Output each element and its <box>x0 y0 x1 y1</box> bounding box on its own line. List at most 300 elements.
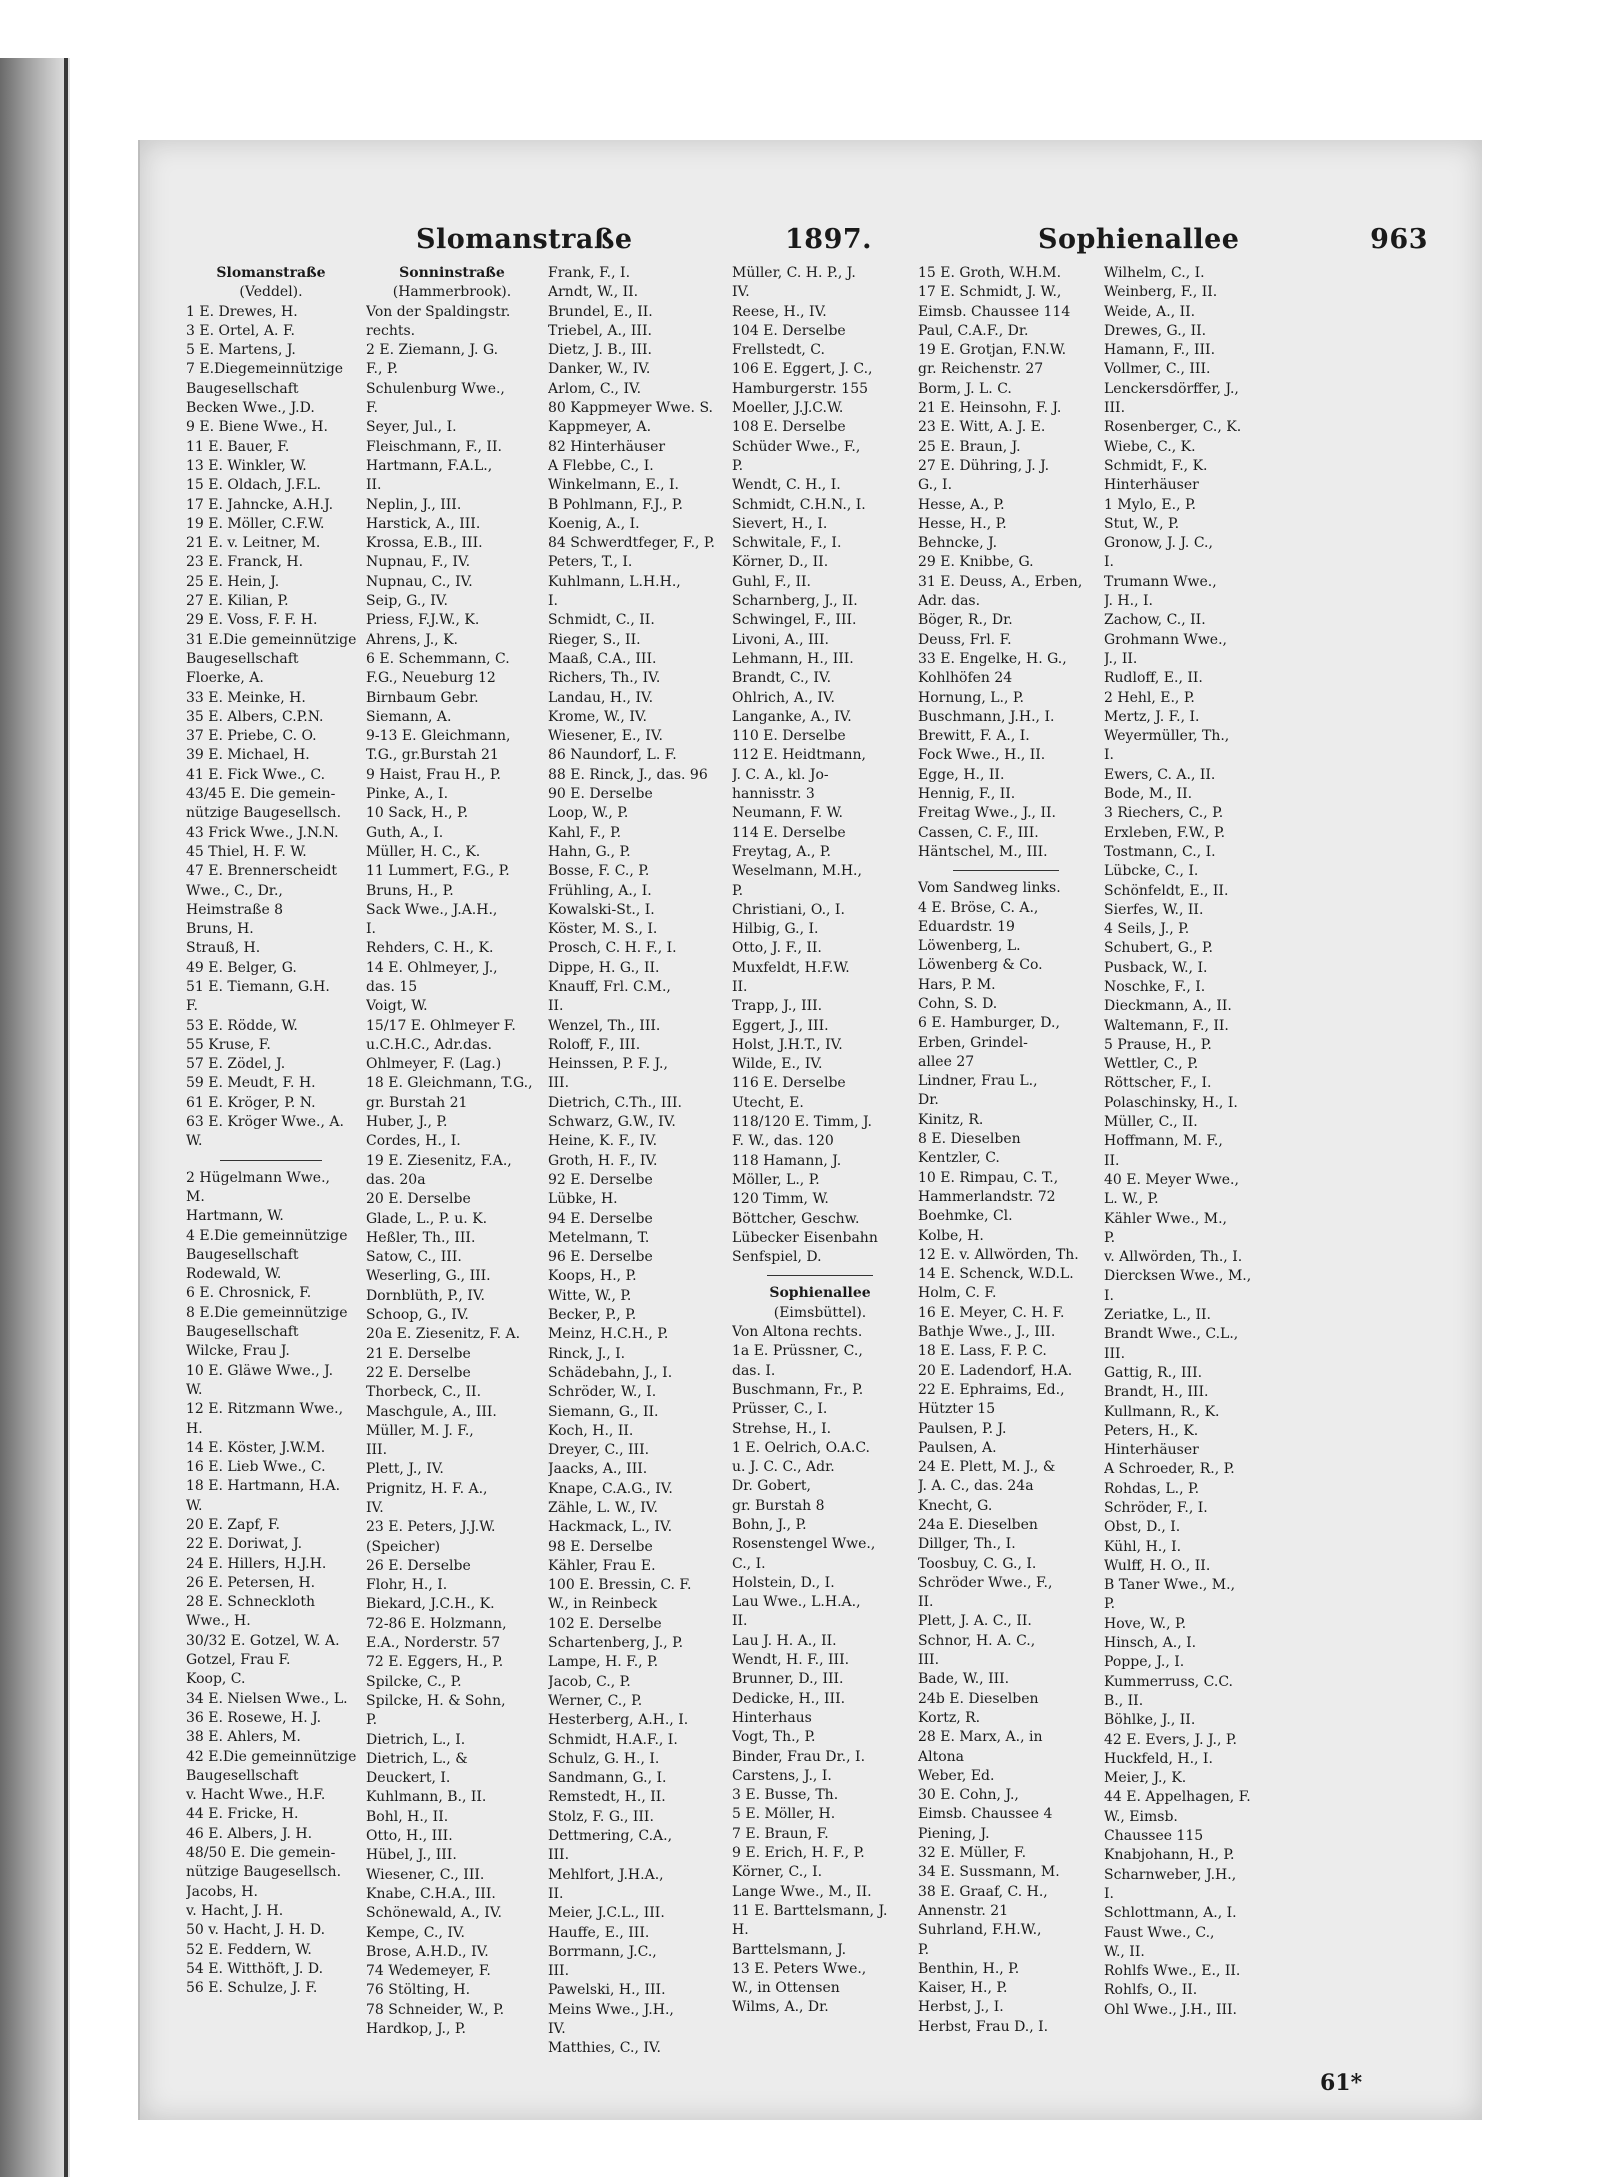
directory-entry: 27 E. Kilian, P. <box>186 593 289 610</box>
directory-entry: III. <box>548 1847 570 1864</box>
signature-mark: 61* <box>1320 2070 1363 2096</box>
directory-entry: Rinck, J., I. <box>548 1345 626 1362</box>
directory-entry: Remstedt, H., II. <box>548 1789 666 1806</box>
directory-entry: I. <box>1104 747 1114 764</box>
directory-entry: IV. <box>732 284 750 301</box>
directory-entry: I. <box>366 921 376 938</box>
directory-entry: Flohr, H., I. <box>366 1577 448 1594</box>
directory-entry: Kuhlmann, L.H.H., <box>548 573 681 590</box>
directory-entry: Brunner, D., III. <box>732 1671 844 1688</box>
directory-entry: 3 Riechers, C., P. <box>1104 805 1224 822</box>
directory-entry: P. <box>732 882 744 899</box>
directory-page <box>138 140 1482 2120</box>
directory-entry: Plett, J., IV. <box>366 1461 444 1478</box>
directory-entry: Kappmeyer, A. <box>548 419 652 436</box>
directory-entry: v. Allwörden, Th., I. <box>1104 1249 1243 1266</box>
directory-entry: Hars, P. M. <box>918 976 996 993</box>
directory-entry: B Pohlmann, F.J., P. <box>548 496 683 513</box>
directory-entry: v. Hacht, J. H. <box>186 1902 284 1919</box>
directory-entry: Wilcke, Frau J. <box>186 1343 290 1360</box>
directory-entry: J. C. A., kl. Jo- <box>732 766 829 783</box>
directory-entry: Hübel, J., III. <box>366 1847 457 1864</box>
directory-entry: Weserling, G., III. <box>366 1268 491 1285</box>
directory-entry: P. <box>732 457 744 474</box>
directory-entry: 78 Schneider, W., P. <box>366 2001 505 2018</box>
directory-entry: Sierfes, W., II. <box>1104 901 1204 918</box>
directory-entry: Vollmer, C., III. <box>1104 361 1211 378</box>
directory-entry: Erxleben, F.W., P. <box>1104 824 1226 841</box>
directory-entry: Hove, W., P. <box>1104 1615 1187 1632</box>
directory-entry: 120 Timm, W. <box>732 1191 829 1208</box>
directory-entry: Baugesellschaft <box>186 1246 299 1263</box>
directory-entry: Prignitz, H. F. A., <box>366 1480 488 1497</box>
directory-entry: Obst, D., I. <box>1104 1519 1181 1536</box>
directory-entry: Trapp, J., III. <box>732 998 823 1015</box>
directory-entry: 108 E. Derselbe <box>732 419 846 436</box>
directory-entry: Lindner, Frau L., <box>918 1073 1038 1090</box>
directory-entry: 11 E. Barttelsmann, J. <box>732 1902 888 1919</box>
section-divider <box>953 870 1059 871</box>
directory-entry: Peters, H., K. <box>1104 1422 1199 1439</box>
directory-entry: Loop, W., P. <box>548 805 629 822</box>
directory-entry: 23 E. Witt, A. J. E. <box>918 419 1046 436</box>
directory-entry: W., in Reinbeck <box>548 1596 658 1613</box>
directory-entry: 80 Kappmeyer Wwe. S. <box>548 400 713 417</box>
directory-entry: 43 Frick Wwe., J.N.N. <box>186 824 339 841</box>
directory-entry: Weselmann, M.H., <box>732 863 862 880</box>
directory-entry: Gotzel, Frau F. <box>186 1652 291 1669</box>
directory-entry: Brandt Wwe., C.L., <box>1104 1326 1239 1343</box>
directory-entry: Schubert, G., P. <box>1104 940 1213 957</box>
directory-entry: Wwe., C., Dr., <box>186 882 283 899</box>
directory-entry: Gattig, R., III. <box>1104 1364 1203 1381</box>
directory-entry: Möller, L., P. <box>732 1171 820 1188</box>
directory-entry: 18 E. Gleichmann, T.G., <box>366 1075 533 1092</box>
directory-entry: Schüder Wwe., F., <box>732 438 861 455</box>
directory-entry: 2 E. Ziemann, J. G. <box>366 342 499 359</box>
directory-entry: Dietrich, C.Th., III. <box>548 1094 682 1111</box>
directory-entry: Paulsen, P. J. <box>918 1420 1007 1437</box>
directory-entry: Heinssen, P. F. J., <box>548 1056 668 1073</box>
directory-entry: (Hammerbrook). <box>392 284 512 301</box>
directory-entry: 5 Prause, H., P. <box>1104 1036 1212 1053</box>
directory-entry: Polaschinsky, H., I. <box>1104 1094 1238 1111</box>
directory-entry: Kowalski-St., I. <box>548 901 655 918</box>
directory-entry: Poppe, J., I. <box>1104 1654 1185 1671</box>
directory-entry: 13 E. Peters Wwe., <box>732 1960 867 1977</box>
directory-entry: 8 E.Die gemeinnützige <box>186 1304 348 1321</box>
directory-entry: Metelmann, T. <box>548 1229 650 1246</box>
directory-entry: Hamburgerstr. 155 <box>732 380 869 397</box>
directory-entry: Röttscher, F., I. <box>1104 1075 1212 1092</box>
directory-entry: 88 E. Rinck, J., das. 96 <box>548 766 708 783</box>
directory-entry: III. <box>1104 1345 1126 1362</box>
directory-entry: Baugesellschaft <box>186 1324 299 1341</box>
directory-entry: Kaiser, H., P. <box>918 1980 1008 1997</box>
directory-entry: Kinitz, R. <box>918 1111 984 1128</box>
directory-entry: A Flebbe, C., I. <box>548 457 654 474</box>
directory-entry: Zähle, L. W., IV. <box>548 1500 658 1516</box>
directory-entry: 17 E. Schmidt, J. W., <box>918 284 1062 301</box>
directory-entry: Schmidt, C., II. <box>548 612 655 629</box>
directory-entry: II. <box>548 998 564 1015</box>
directory-entry: 26 E. Derselbe <box>366 1557 471 1574</box>
directory-entry: 16 E. Lieb Wwe., C. <box>186 1459 326 1476</box>
directory-entry: 48/50 E. Die gemein- <box>186 1845 336 1862</box>
directory-entry: 19 E. Ziesenitz, F.A., <box>366 1152 512 1169</box>
directory-entry: Dillger, Th., I. <box>918 1536 1016 1553</box>
directory-entry: Brandt, H., III. <box>1104 1384 1209 1401</box>
directory-entry: Dedicke, H., III. <box>732 1690 846 1707</box>
directory-entry: Lübcke, C., I. <box>1104 863 1199 880</box>
header-street-right: Sophienallee <box>1038 224 1240 255</box>
directory-entry: 26 E. Petersen, H. <box>186 1574 316 1591</box>
directory-entry: Sack Wwe., J.A.H., <box>366 901 498 918</box>
directory-entry: 10 Sack, H., P. <box>366 805 469 822</box>
directory-entry: Dietrich, L., I. <box>366 1731 466 1748</box>
directory-entry: 1 E. Oelrich, O.A.C. <box>732 1439 870 1456</box>
directory-entry: Hützter 15 <box>918 1401 996 1418</box>
directory-entry: J. A. C., das. 24a <box>918 1478 1034 1495</box>
directory-entry: Drewes, G., II. <box>1104 322 1207 339</box>
directory-entry: I. <box>1104 1287 1114 1304</box>
directory-entry: Wettler, C., P. <box>1104 1056 1199 1073</box>
directory-entry: Hennig, F., II. <box>918 786 1016 803</box>
directory-entry: Kahl, F., P. <box>548 824 622 841</box>
directory-entry: Meinz, H.C.H., P. <box>548 1326 669 1343</box>
directory-entry: Schulenburg Wwe., <box>366 380 505 397</box>
directory-entry: 54 E. Witthöft, J. D. <box>186 1960 324 1977</box>
directory-entry: Paulsen, A. <box>918 1439 997 1456</box>
directory-entry: 59 E. Meudt, F. H. <box>186 1075 316 1092</box>
directory-entry: (Eimsbüttel). <box>773 1304 867 1321</box>
directory-entry: Weber, Ed. <box>918 1767 995 1784</box>
directory-entry: Holst, J.H.T., IV. <box>732 1036 843 1053</box>
directory-entry: 31 E. Deuss, A., Erben, <box>918 573 1083 590</box>
directory-entry: Sandmann, G., I. <box>548 1770 667 1787</box>
directory-entry: Cassen, C. F., III. <box>918 824 1039 841</box>
directory-entry: Plett, J. A. C., II. <box>918 1613 1032 1630</box>
directory-entry: Müller, M. J. F., <box>366 1422 474 1439</box>
directory-entry: 86 Naundorf, L. F. <box>548 747 677 764</box>
directory-entry: v. Hacht Wwe., H.F. <box>186 1787 326 1804</box>
directory-entry: 33 E. Meinke, H. <box>186 689 306 706</box>
directory-entry: 46 E. Albers, J. H. <box>186 1825 313 1842</box>
directory-entry: 34 E. Nielsen Wwe., L. <box>186 1690 348 1707</box>
directory-entry: Koops, H., P. <box>548 1268 637 1285</box>
directory-entry: Arndt, W., II. <box>548 284 639 301</box>
directory-entry: 1 E. Drewes, H. <box>186 303 298 320</box>
directory-entry: Toosbuy, C. G., I. <box>918 1555 1037 1572</box>
directory-entry: Buschmann, Fr., P. <box>732 1381 864 1398</box>
directory-entry: Koch, H., II. <box>548 1422 634 1439</box>
directory-entry: 12 E. Ritzmann Wwe., <box>186 1401 344 1418</box>
directory-entry: Nupnau, F., IV. <box>366 554 471 571</box>
directory-entry: Neumann, F. W. <box>732 805 843 822</box>
directory-entry: P. <box>1104 1229 1116 1246</box>
directory-entry: Spilcke, C., P. <box>366 1673 462 1690</box>
directory-entry: 15 E. Oldach, J.F.L. <box>186 477 322 494</box>
directory-entry: Wwe., H. <box>186 1613 251 1630</box>
directory-entry: Lampe, H. F., P. <box>548 1654 659 1671</box>
directory-entry: Freitag Wwe., J., II. <box>918 805 1056 822</box>
directory-entry: Holstein, D., I. <box>732 1574 835 1591</box>
directory-entry: 36 E. Rosewe, H. J. <box>186 1709 322 1726</box>
directory-entry: 2 Hügelmann Wwe., <box>186 1169 330 1186</box>
directory-entry: Rodewald, W. <box>186 1266 282 1283</box>
directory-entry: Behncke, J. <box>918 535 998 552</box>
directory-entry: Hauffe, E., III. <box>548 1924 650 1941</box>
directory-entry: 92 E. Derselbe <box>548 1171 653 1188</box>
directory-entry: Chaussee 115 <box>1104 1828 1204 1845</box>
directory-entry: Meier, J.C.L., III. <box>548 1905 665 1922</box>
directory-entry: gr. Burstah 21 <box>366 1094 468 1111</box>
directory-entry: nützige Baugesellsch. <box>186 805 342 822</box>
directory-entry: Sievert, H., I. <box>732 515 828 532</box>
book-spine <box>0 58 70 2177</box>
directory-entry: Suhrland, F.H.W., <box>918 1922 1042 1939</box>
directory-entry: Pinke, A., I. <box>366 786 449 803</box>
directory-entry: Schädebahn, J., I. <box>548 1364 673 1381</box>
directory-entry: Huber, J., P. <box>366 1114 448 1131</box>
directory-entry: Lenckersdörffer, J., <box>1104 380 1239 397</box>
directory-entry: 72-86 E. Holzmann, <box>366 1615 507 1632</box>
directory-entry: Bade, W., III. <box>918 1671 1010 1688</box>
directory-entry: 76 Stölting, H. <box>366 1982 471 1999</box>
directory-entry: 41 E. Fick Wwe., C. <box>186 766 326 783</box>
directory-entry: Trumann Wwe., <box>1104 573 1217 590</box>
directory-entry: W., in Ottensen <box>732 1980 840 1997</box>
directory-entry: Rohlfs, O., II. <box>1104 1982 1198 1999</box>
street-heading: Sonninstraße <box>399 265 505 281</box>
directory-entry: Hamann, F., III. <box>1104 342 1216 359</box>
directory-entry: E.A., Norderstr. 57 <box>366 1635 501 1652</box>
directory-entry: Jacobs, H. <box>186 1883 258 1900</box>
directory-entry: 1a E. Prüssner, C., <box>732 1343 863 1360</box>
directory-entry: Kempe, C., IV. <box>366 1924 465 1941</box>
directory-entry: 14 E. Schenck, W.D.L. <box>918 1266 1074 1283</box>
directory-entry: Freytag, A., P. <box>732 843 831 860</box>
directory-entry: Ohl Wwe., J.H., III. <box>1104 2001 1238 2018</box>
directory-entry: 45 Thiel, H. F. W. <box>186 843 307 860</box>
directory-entry: Körner, D., II. <box>732 554 829 571</box>
directory-entry: 118/120 E. Timm, J. <box>732 1114 872 1131</box>
directory-entry: Becker, P., P. <box>548 1307 637 1324</box>
directory-entry: Müller, C. H. P., J. <box>732 265 856 281</box>
directory-entry: 18 E. Lass, F. P. C. <box>918 1343 1047 1360</box>
directory-entry: Lehmann, H., III. <box>732 650 854 667</box>
directory-entry: Strehse, H., I. <box>732 1420 832 1437</box>
directory-entry: Schmidt, F., K. <box>1104 457 1208 474</box>
directory-entry: Dippe, H. G., II. <box>548 959 660 976</box>
directory-entry: Bruns, H. <box>186 921 254 938</box>
directory-entry: 20a E. Ziesenitz, F. A. <box>366 1326 521 1343</box>
section-divider <box>220 1160 322 1161</box>
directory-entry: F. W., das. 120 <box>732 1133 834 1150</box>
directory-entry: Arlom, C., IV. <box>548 380 642 397</box>
directory-entry: Mertz, J. F., I. <box>1104 708 1200 725</box>
directory-entry: III. <box>548 1075 570 1092</box>
directory-entry: 24b E. Dieselben <box>918 1690 1039 1707</box>
directory-entry: Wiesener, E., IV. <box>548 728 663 745</box>
directory-entry: 104 E. Derselbe <box>732 322 846 339</box>
directory-entry: 34 E. Sussmann, M. <box>918 1864 1060 1881</box>
directory-entry: Herbst, J., I. <box>918 1999 1004 2016</box>
directory-entry: Knabe, C.H.A., III. <box>366 1885 496 1902</box>
directory-entry: 96 E. Derselbe <box>548 1249 653 1266</box>
directory-entry: W. <box>186 1133 203 1150</box>
directory-entry: u.C.H.C., Adr.das. <box>366 1036 492 1053</box>
directory-entry: 42 E.Die gemeinnützige <box>186 1748 356 1765</box>
directory-entry: 52 E. Feddern, W. <box>186 1941 312 1958</box>
directory-entry: Lübke, H. <box>548 1191 618 1208</box>
directory-entry: Kähler, Frau E. <box>548 1557 656 1574</box>
directory-entry: 100 E. Bressin, C. F. <box>548 1577 692 1594</box>
directory-entry: 4 Seils, J., P. <box>1104 921 1190 938</box>
street-heading: Slomanstraße <box>216 265 326 281</box>
directory-entry: F. <box>366 400 378 417</box>
directory-entry: 19 E. Grotjan, F.N.W. <box>918 342 1067 359</box>
directory-entry: u. J. C. C., Adr. <box>732 1459 835 1476</box>
directory-entry: Otto, H., III. <box>366 1828 453 1845</box>
directory-entry: Hackmack, L., IV. <box>548 1519 673 1536</box>
column-1 <box>186 264 356 2094</box>
directory-entry: das. I. <box>732 1362 776 1379</box>
directory-entry: 116 E. Derselbe <box>732 1075 846 1092</box>
directory-entry: Krossa, E.B., III. <box>366 535 483 552</box>
directory-entry: 7 E.Diegemeinnützige <box>186 361 344 378</box>
directory-entry: Kummerruss, C.C. <box>1104 1673 1234 1690</box>
directory-entry: II. <box>548 1885 564 1902</box>
directory-entry: Diercksen Wwe., M., <box>1104 1268 1252 1285</box>
directory-entry: Jacob, C., P. <box>548 1673 631 1690</box>
directory-entry: Huckfeld, H., I. <box>1104 1750 1213 1767</box>
directory-entry: 11 E. Bauer, F. <box>186 438 290 455</box>
directory-entry: 24 E. Hillers, H.J.H. <box>186 1555 327 1572</box>
directory-entry: Richers, Th., IV. <box>548 670 661 687</box>
directory-entry: 53 E. Rödde, W. <box>186 1017 298 1034</box>
directory-entry: 94 E. Derselbe <box>548 1210 653 1227</box>
directory-entry: 9 Haist, Frau H., P. <box>366 766 501 783</box>
directory-entry: Bathje Wwe., J., III. <box>918 1324 1056 1341</box>
directory-entry: Witte, W., P. <box>548 1287 632 1304</box>
directory-entry: 114 E. Derselbe <box>732 824 846 841</box>
directory-entry: 16 E. Meyer, C. H. F. <box>918 1304 1065 1321</box>
directory-entry: Wilhelm, C., I. <box>1104 265 1205 281</box>
directory-entry: Guth, A., I. <box>366 824 444 841</box>
directory-entry: Schröder Wwe., F., <box>918 1574 1053 1591</box>
directory-entry: Winkelmann, E., I. <box>548 477 679 494</box>
directory-entry: 17 E. Jahncke, A.H.J. <box>186 496 334 513</box>
directory-entry: 47 E. Brennerscheidt <box>186 863 338 880</box>
directory-entry: Schönfeldt, E., II. <box>1104 882 1229 899</box>
directory-entry: 15/17 E. Ohlmeyer F. <box>366 1017 516 1034</box>
directory-entry: Koop, C. <box>186 1671 246 1688</box>
directory-entry: Borm, J. L. C. <box>918 380 1012 397</box>
directory-entry: III. <box>918 1652 940 1669</box>
directory-entry: 6 E. Chrosnick, F. <box>186 1285 312 1302</box>
section-divider <box>767 1275 873 1276</box>
directory-entry: Schmidt, H.A.F., I. <box>548 1731 678 1748</box>
directory-entry: Guhl, F., II. <box>732 573 811 590</box>
street-heading: Sophienallee <box>769 1285 871 1302</box>
directory-entry: Heßler, Th., III. <box>366 1229 476 1246</box>
directory-entry: Wenzel, Th., III. <box>548 1017 661 1034</box>
directory-entry: Von Altona rechts. <box>732 1324 863 1341</box>
directory-entry: Mehlfort, J.H.A., <box>548 1866 664 1883</box>
directory-entry: 21 E. Derselbe <box>366 1345 471 1362</box>
directory-entry: IV. <box>548 2021 566 2038</box>
directory-entry: Dieckmann, A., II. <box>1104 998 1232 1015</box>
directory-entry: Dietrich, L., & <box>366 1750 468 1767</box>
directory-entry: Barttelsmann, J. <box>732 1941 847 1958</box>
directory-entry: Müller, C., II. <box>1104 1114 1198 1131</box>
directory-entry: Koenig, A., I. <box>548 515 640 532</box>
directory-entry: Gronow, J. J. C., <box>1104 535 1213 552</box>
directory-entry: 30/32 E. Gotzel, W. A. <box>186 1632 340 1649</box>
column-2 <box>366 264 538 2094</box>
directory-entry: Wendt, C. H., I. <box>732 477 841 494</box>
directory-entry: Köster, M. S., I. <box>548 921 658 938</box>
directory-entry: Langanke, A., IV. <box>732 708 852 725</box>
directory-entry: Hinterhaus <box>732 1709 812 1726</box>
directory-entry: Peters, T., I. <box>548 554 633 571</box>
directory-entry: W. <box>186 1381 203 1398</box>
directory-entry: I. <box>1104 1885 1114 1902</box>
header-street-left: Slomanstraße <box>416 224 633 255</box>
directory-entry: 43/45 E. Die gemein- <box>186 786 336 803</box>
directory-entry: G., I. <box>918 477 953 494</box>
directory-entry: 39 E. Michael, H. <box>186 747 310 764</box>
directory-entry: Hinterhäuser <box>1104 477 1199 494</box>
directory-entry: 32 E. Müller, F. <box>918 1845 1027 1862</box>
directory-entry: 56 E. Schulze, J. F. <box>186 1980 318 1997</box>
directory-entry: II. <box>732 1613 748 1630</box>
directory-entry: 8 E. Dieselben <box>918 1131 1021 1148</box>
directory-entry: Löwenberg & Co. <box>918 957 1043 974</box>
directory-entry: Dietz, J. B., III. <box>548 342 652 359</box>
directory-entry: das. 15 <box>366 978 418 995</box>
directory-entry: (Speicher) <box>366 1538 441 1555</box>
directory-entry: Wilde, E., IV. <box>732 1056 823 1073</box>
directory-entry: Faust Wwe., C., <box>1104 1924 1215 1941</box>
directory-entry: 9 E. Biene Wwe., H. <box>186 419 328 436</box>
directory-entry: Grohmann Wwe., <box>1104 631 1227 648</box>
directory-entry: Schnor, H. A. C., <box>918 1632 1036 1649</box>
directory-entry: Thorbeck, C., II. <box>366 1384 482 1401</box>
directory-entry: 10 E. Gläwe Wwe., J. <box>186 1362 334 1379</box>
directory-entry: Reese, H., IV. <box>732 303 827 320</box>
directory-entry: Cohn, S. D. <box>918 995 998 1012</box>
directory-entry: J. H., I. <box>1104 593 1153 610</box>
directory-entry: Bruns, H., P. <box>366 882 454 899</box>
directory-entry: 3 E. Ortel, A. F. <box>186 322 295 339</box>
directory-entry: Kohlhöfen 24 <box>918 670 1013 687</box>
directory-entry: 14 E. Ohlmeyer, J., <box>366 959 498 976</box>
directory-entry: 63 E. Kröger Wwe., A. <box>186 1114 344 1131</box>
directory-entry: Meins Wwe., J.H., <box>548 2001 674 2018</box>
directory-entry: II. <box>918 1594 934 1611</box>
column-5 <box>918 264 1094 2094</box>
directory-entry: Tostmann, C., I. <box>1104 843 1216 860</box>
directory-entry: P. <box>918 1941 930 1958</box>
directory-entry: Brandt, C., IV. <box>732 670 832 687</box>
directory-entry: 106 E. Eggert, J. C., <box>732 361 873 378</box>
directory-entry: Boehmke, Cl. <box>918 1208 1013 1225</box>
directory-entry: 21 E. v. Leitner, M. <box>186 535 321 552</box>
directory-entry: Wulff, H. O., II. <box>1104 1557 1211 1574</box>
directory-entry: II. <box>1104 1152 1120 1169</box>
